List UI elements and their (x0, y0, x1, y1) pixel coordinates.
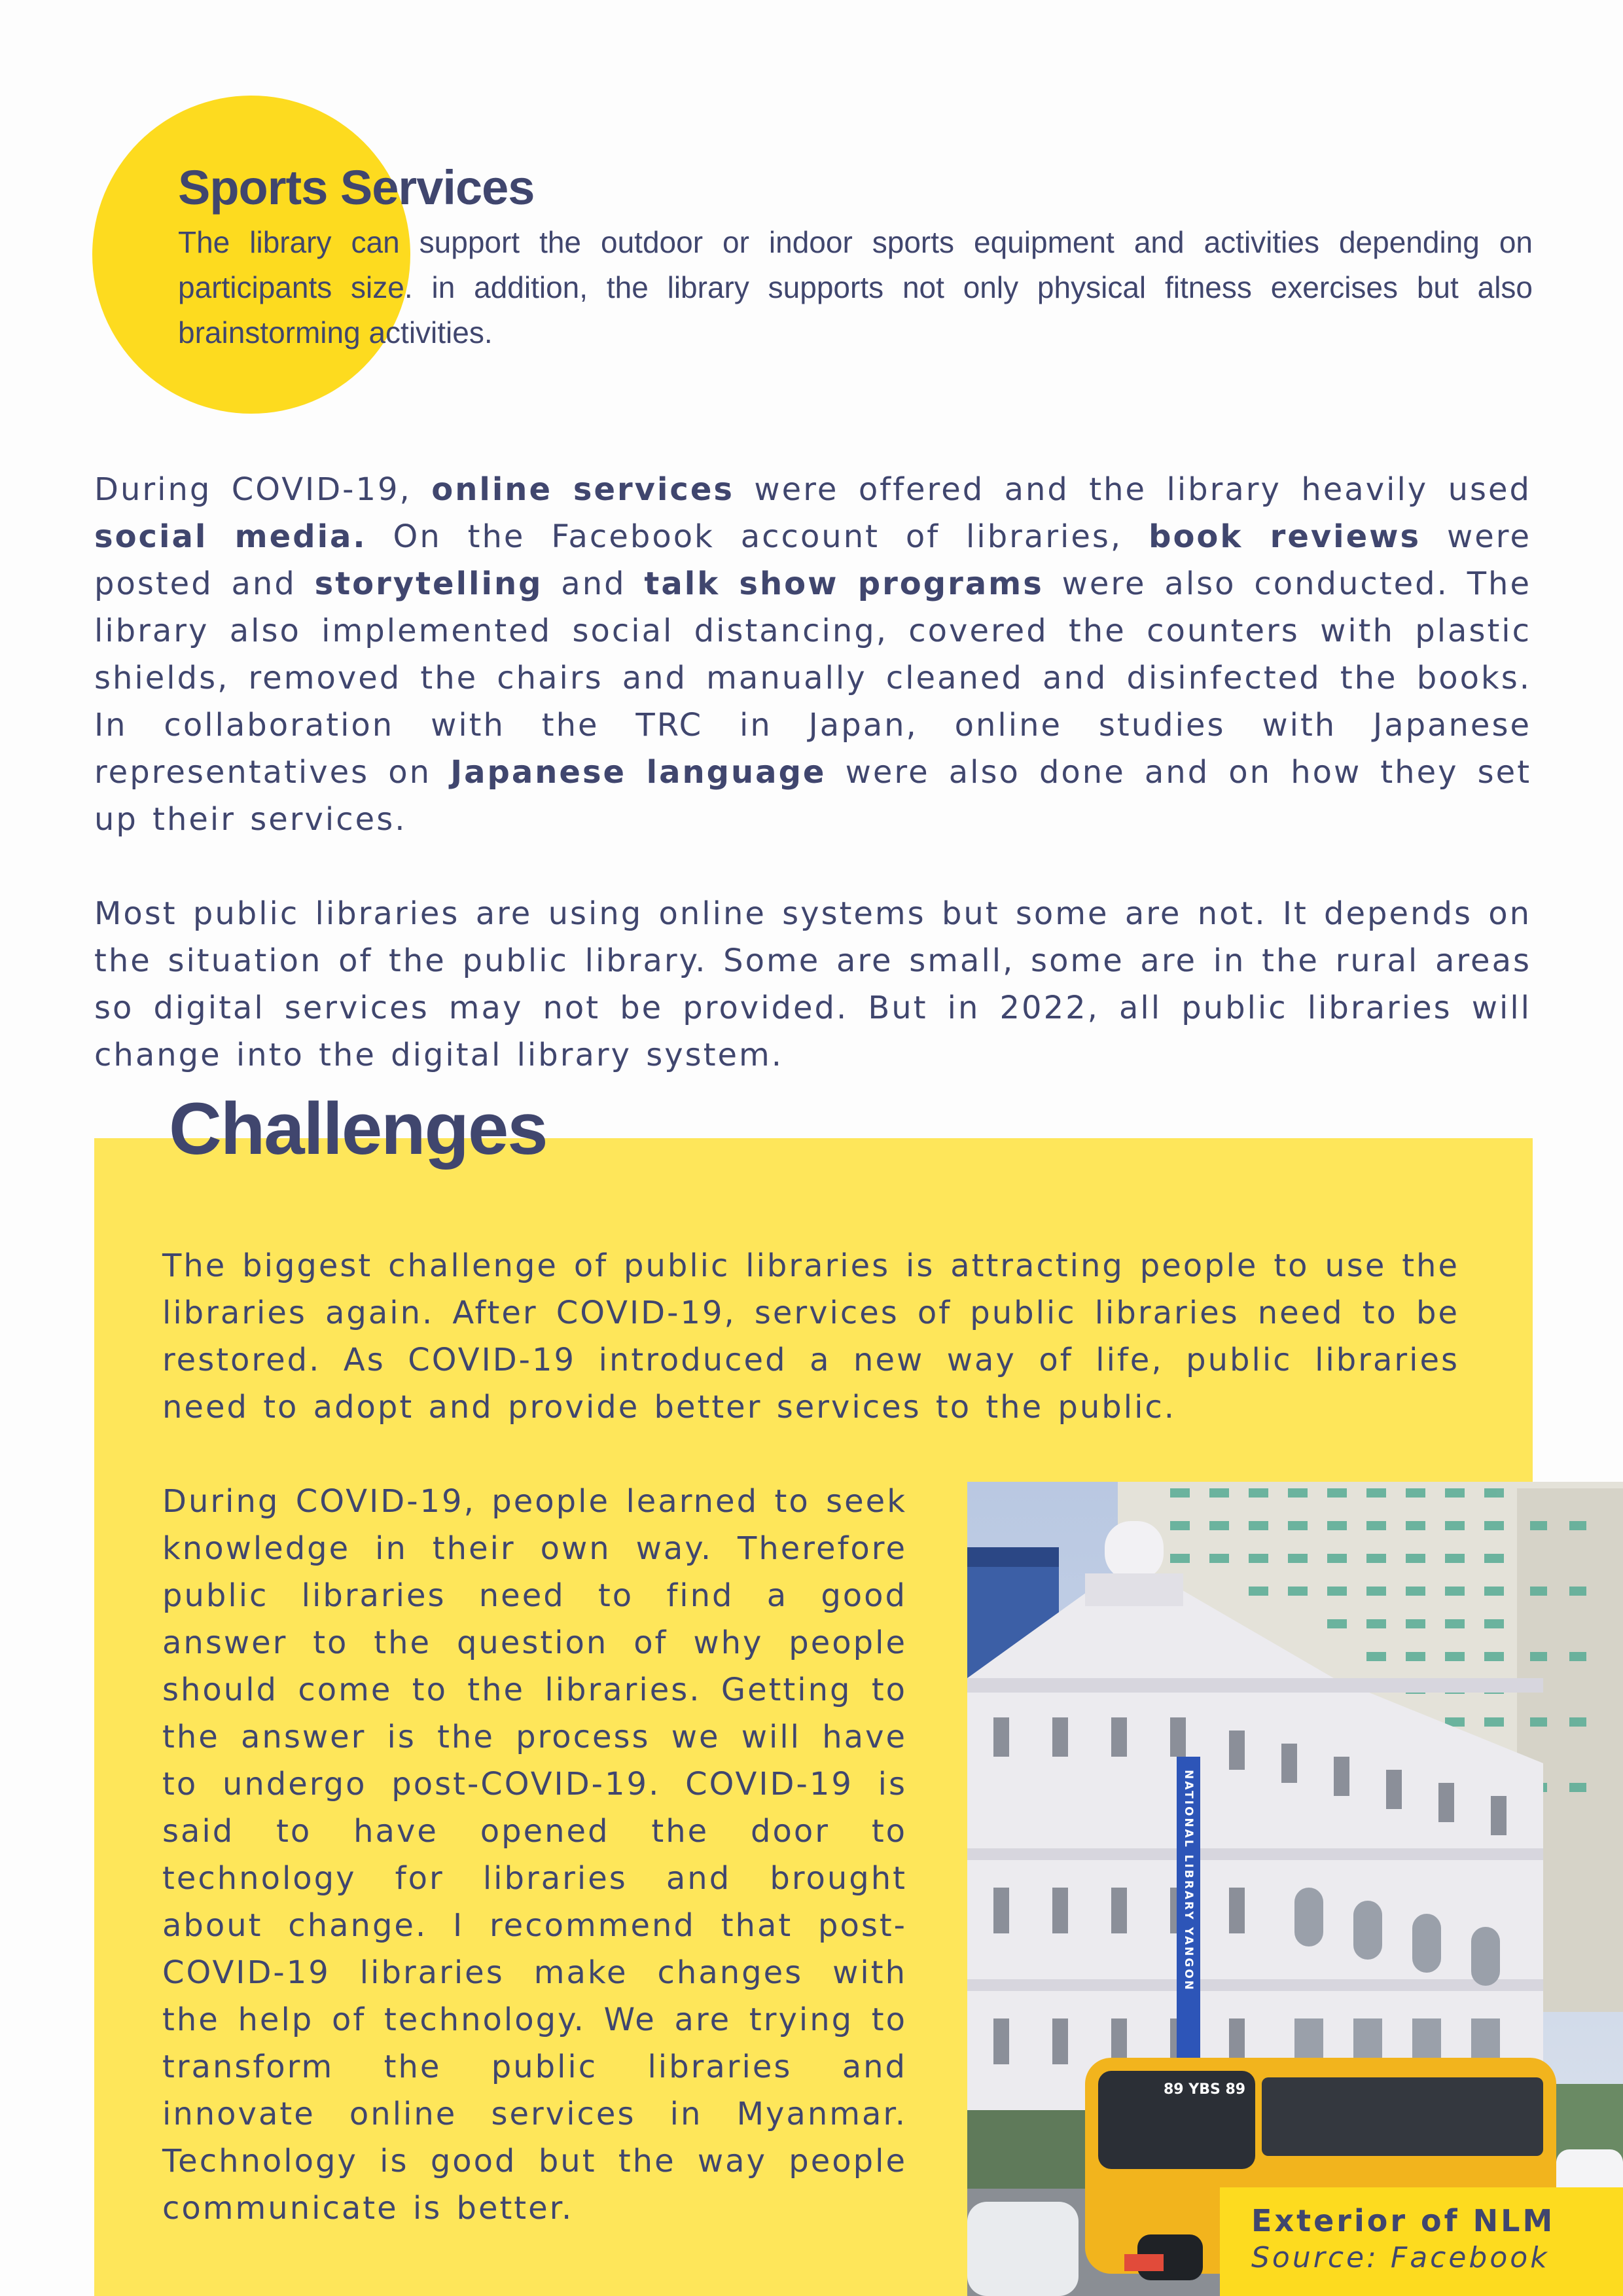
caption-source: Source: Facebook (1251, 2241, 1550, 2274)
challenges-heading: Challenges (169, 1088, 547, 1170)
bold-online-services: online services (431, 471, 734, 508)
sports-services-heading: Sports Services (178, 160, 535, 215)
covid-services-paragraph: During COVID-19, online services were offered and the library heavily used social media. On the Facebook account of libraries, book reviews were posted and storytelling and talk show programs were also conducted. The library also implemented social distancing, covered the counters with plastic shields, removed the chairs and manually cleaned and disinfected the books. In collaboration with the TRC in Japan, online studies with Japanese representatives on Japanese language were also done and on how they set up their services. (94, 471, 1532, 838)
bold-storytelling: storytelling (314, 565, 543, 602)
library-building-illustration (967, 1482, 1623, 2296)
challenges-paragraph-2: During COVID-19, people learned to seek knowledge in their own way. Therefore public libraries need to find a good answer to the question of why people should come to the libraries. Getting to the answer is the process we will have to undergo post-COVID-19. COVID-19 is said to have opened the door to technology for libraries and brought about change. I recommend that post-COVID-19 libraries make changes with the help of technology. We are trying to transform the public libraries and innovate online services in Myanmar. Technology is good but the way people communicate is better. (162, 1483, 907, 2227)
library-exterior-photo (967, 1482, 1623, 2296)
bold-talk-show-programs: talk show programs (644, 565, 1044, 602)
bold-social-media: social media. (94, 518, 367, 555)
banner-text: NATIONAL LIBRARY YANGON (1182, 1770, 1195, 1992)
caption-title: Exterior of NLM (1251, 2203, 1556, 2238)
bold-japanese-language: Japanese language (450, 754, 827, 791)
challenges-paragraph-1: The biggest challenge of public libraries is attracting people to use the libraries again. After COVID-19, services of public libraries need to be restored. As COVID-19 introduced a new way of life, public libraries need to adopt and provide better services to the public. (162, 1247, 1459, 1426)
photo-caption (1220, 2187, 1623, 2296)
online-systems-paragraph: Most public libraries are using online systems but some are not. It depends on the situation of the public library. Some are small, some are in the rural areas so digital services may not be provided. But in 2022, all public libraries will change into the digital library system. (94, 895, 1531, 1073)
bus-route-text: 89 YBS 89 (1164, 2081, 1246, 2098)
bold-book-reviews: book reviews (1149, 518, 1421, 555)
sports-services-text: The library can support the outdoor or indoor sports equipment and activities depending on participants size. in addition, the library supports not only physical fitness exercises but also brainstorming activities. (178, 225, 1533, 350)
